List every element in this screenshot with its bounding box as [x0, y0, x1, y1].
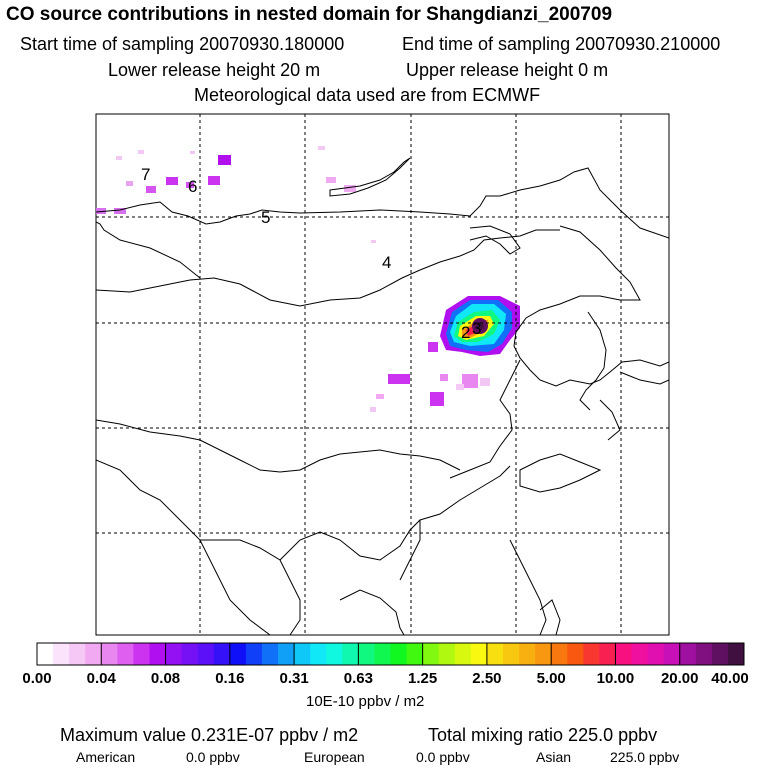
colorbar-tick-label: 10.00 [596, 670, 635, 687]
colorbar-cell [117, 643, 134, 665]
colorbar-cell [358, 643, 375, 665]
colorbar-cell [374, 643, 391, 665]
colorbar-cell [69, 643, 86, 665]
colorbar-tick-label: 0.00 [22, 670, 52, 687]
colorbar-tick-label: 0.31 [279, 670, 309, 687]
colorbar-cell [712, 643, 729, 665]
colorbar-tick-label: 0.63 [343, 670, 373, 687]
european-label: European [304, 749, 365, 765]
american-label: American [76, 749, 136, 765]
colorbar-tick-label: 40.00 [711, 670, 749, 687]
colorbar-cell [53, 643, 70, 665]
colorbar-cell [278, 643, 295, 665]
colorbar-cell [680, 643, 697, 665]
map-label-7: 7 [141, 165, 151, 184]
colorbar-cell [85, 643, 102, 665]
maximum-value-label: Maximum value 0.231E-07 ppbv / m2 [60, 725, 359, 745]
colorbar-cell [214, 643, 231, 665]
lower-height-label: Lower release height 20 m [108, 60, 321, 80]
upper-height-label: Upper release height 0 m [406, 60, 609, 80]
colorbar-cell [423, 643, 440, 665]
colorbar-tick-label: 0.08 [150, 670, 181, 687]
map-label-3: 3 [472, 319, 482, 338]
american-value: 0.0 ppbv [186, 749, 240, 765]
colorbar-cell [583, 643, 600, 665]
total-mixing-ratio-label: Total mixing ratio 225.0 ppbv [428, 725, 658, 745]
colorbar-cell [471, 643, 488, 665]
colorbar-cells [37, 643, 745, 665]
end-time-label: End time of sampling 20070930.210000 [402, 34, 721, 54]
asian-label: Asian [536, 749, 572, 765]
colorbar-cell [439, 643, 456, 665]
colorbar-cell [246, 643, 263, 665]
colorbar-tick-label: 5.00 [536, 670, 566, 687]
map-label-4: 4 [382, 253, 392, 272]
colorbar-cell [133, 643, 150, 665]
colorbar-cell [310, 643, 327, 665]
colorbar-cell [37, 643, 54, 665]
map-label-5: 5 [261, 208, 271, 227]
colorbar-tick-label: 2.50 [472, 670, 502, 687]
asian-value: 225.0 ppbv [610, 749, 680, 765]
colorbar-cell [455, 643, 472, 665]
colorbar-tick-label: 0.16 [215, 670, 245, 687]
colorbar-cell [149, 643, 166, 665]
colorbar-tick-label: 1.25 [408, 670, 438, 687]
plot-title: CO source contributions in nested domain for Shangdianzi_200709 [6, 4, 613, 25]
colorbar-cell [664, 643, 681, 665]
colorbar-cell [391, 643, 408, 665]
colorbar-cell [615, 643, 632, 665]
colorbar-cell [262, 643, 279, 665]
colorbar-cell [551, 643, 568, 665]
start-time-label: Start time of sampling 20070930.180000 [20, 34, 345, 54]
colorbar-cell [326, 643, 343, 665]
met-data-label: Meteorological data used are from ECMWF [194, 85, 541, 105]
colorbar-cell [166, 643, 183, 665]
colorbar-cell [407, 643, 424, 665]
colorbar-tick-label: 20.00 [660, 670, 699, 687]
colorbar-cell [519, 643, 536, 665]
colorbar-cell [342, 643, 359, 665]
colorbar-cell [101, 643, 118, 665]
colorbar-cell [294, 643, 311, 665]
colorbar-cell [648, 643, 665, 665]
colorbar-cell [567, 643, 584, 665]
colorbar-cell [198, 643, 215, 665]
colorbar-cell [503, 643, 520, 665]
colorbar-cell [182, 643, 199, 665]
colorbar-cell [487, 643, 504, 665]
colorbar-cell [535, 643, 552, 665]
colorbar-unit: 10E-10 ppbv / m2 [306, 693, 425, 710]
european-value: 0.0 ppbv [416, 749, 470, 765]
colorbar-cell [728, 643, 745, 665]
colorbar-cell [230, 643, 247, 665]
map-label-2: 2 [461, 323, 471, 342]
colorbar-cell [599, 643, 616, 665]
colorbar-cell [632, 643, 649, 665]
colorbar-tick-label: 0.04 [86, 670, 116, 687]
map-label-6: 6 [188, 177, 198, 196]
colorbar-cell [696, 643, 713, 665]
